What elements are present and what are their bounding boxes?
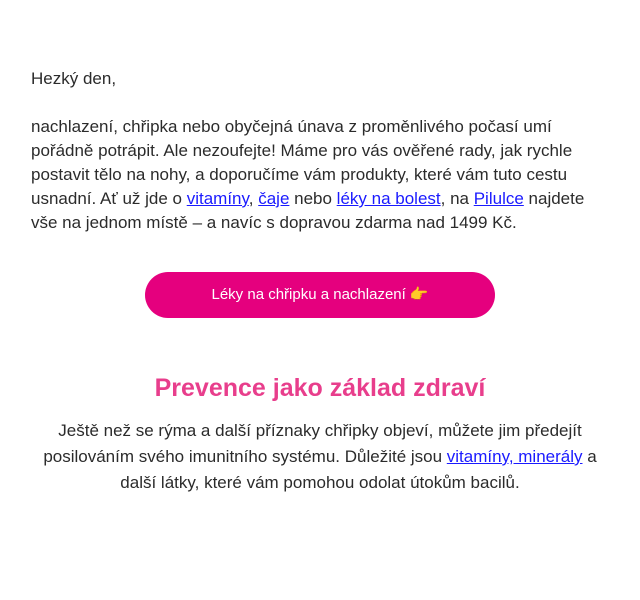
intro-text: nachlazení, chřipka nebo obyčejná únava z proměnlivého počasí umí pořádně potrápit. Ale nezoufejte! Máme pro vás ověřené rady, jak rychle postavit tělo na nohy, a doporučíme vám produkty, které vám tuto cestu usnadní. Ať už jde o [31,117,573,208]
intro-text: najdete vše na jednom místě – a navíc s dopravou zdarma nad 1499 Kč. [31,189,585,232]
link-pilulka[interactable]: Pilulce [473,189,524,208]
cta-button-flu-medicine[interactable] [145,272,495,318]
greeting-text: Hezký den, [31,69,117,88]
prevention-text: a další látky, které vám pomohou odolat útokům bacilů. [120,447,597,492]
cta-button-label: Léky na chřipku a nachlazení [211,286,406,303]
link-vitaminy[interactable]: vitamíny [186,189,249,208]
link-leky-na-bolest[interactable]: léky na bolest [336,189,441,208]
intro-paragraph [31,115,611,235]
intro-text: , na [440,189,474,208]
prevention-paragraph [30,418,610,496]
cta-container [0,272,640,318]
prevention-text: Ještě než se rýma a další příznaky chřipky objeví, můžete jim předejít posilováním svého imunitního systému. Důležité jsou [43,421,582,466]
intro-text: , [248,189,259,208]
section-title-prevention: Prevence jako základ zdraví [154,374,486,402]
link-vitaminy-mineraly[interactable]: vitamíny, minerály [446,447,583,466]
intro-text: nebo [289,189,337,208]
link-caje[interactable]: čaje [258,189,290,208]
pointing-hand-icon: 👉 [409,286,429,303]
